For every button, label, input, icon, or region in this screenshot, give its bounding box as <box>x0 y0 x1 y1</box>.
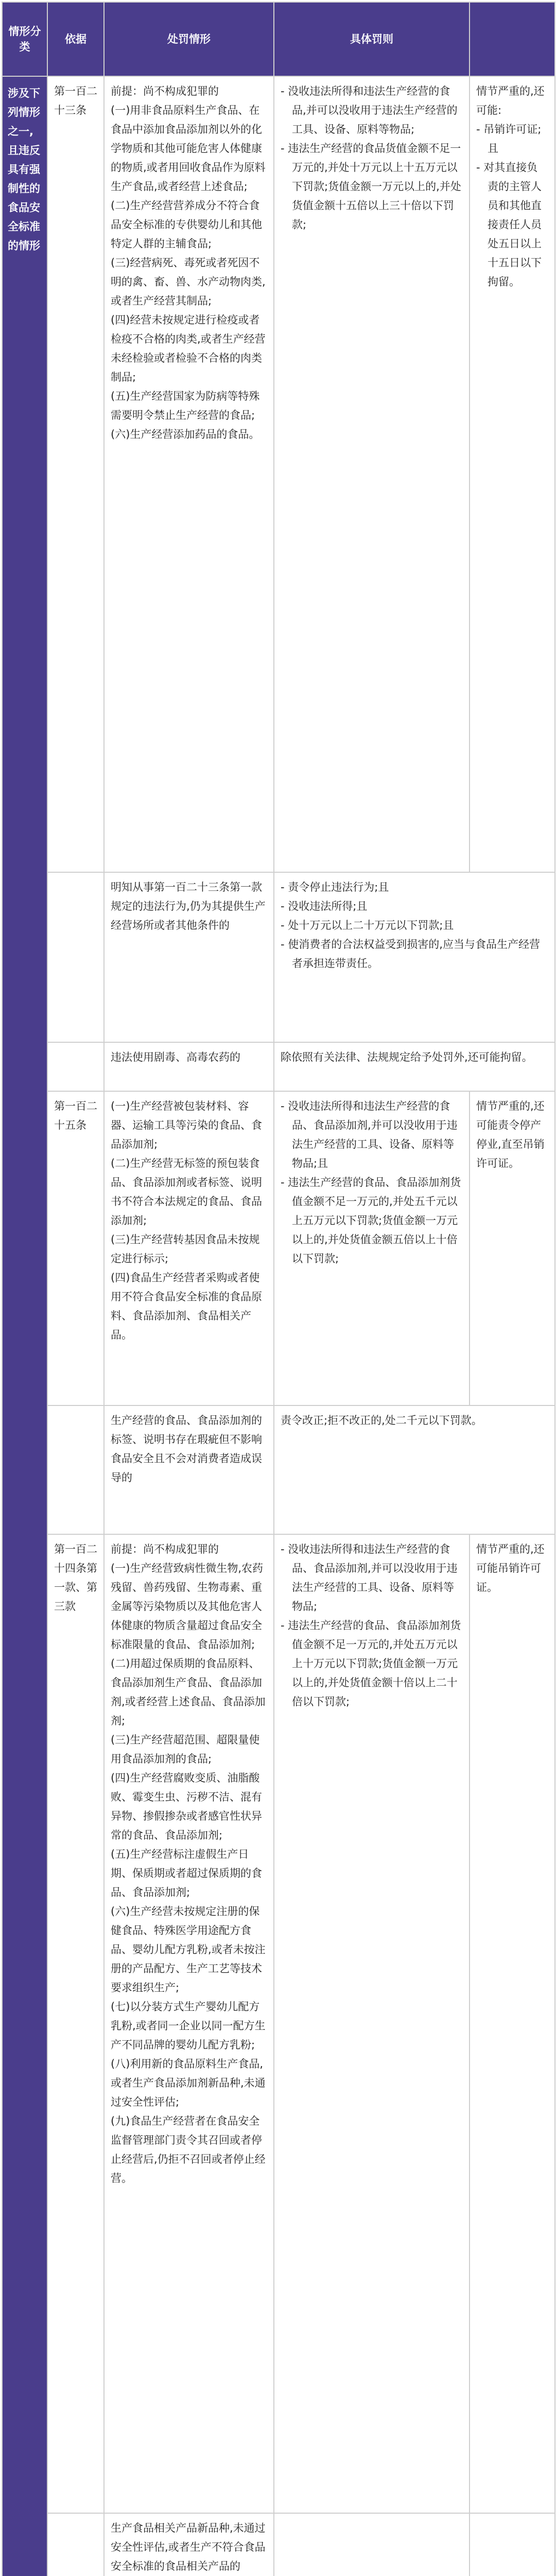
penalty-item: 使消费者的合法权益受到损害的,应当与食品生产经营者承担连带责任。 <box>288 938 540 970</box>
table-row <box>2 1091 555 1405</box>
situation-item: (六)生产经营添加药品的食品。 <box>111 428 260 440</box>
situation-item: (四)生产经营腐败变质、油脂酸败、霉变生虫、污秽不洁、混有异物、掺假掺杂或者感官性状异常的食品、食品添加剂; <box>111 1772 262 1841</box>
bullet-dash: - <box>281 881 288 893</box>
bullet-dash: - <box>281 1543 288 1555</box>
bullet-dash: - <box>281 1100 288 1112</box>
page <box>0 2 556 2576</box>
situation-item: (三)生产经营转基因食品未按规定进行标示; <box>111 1233 260 1265</box>
header-extra <box>470 2 555 76</box>
table-row <box>2 1042 555 1091</box>
situation-item: 前提：尚不构成犯罪的 <box>111 85 219 97</box>
bullet-dash: - <box>476 123 484 135</box>
situation-item: (三)生产经营超范围、超限量使用食品添加剂的食品; <box>111 1734 260 1765</box>
extra-cell: 情节严重的,还可能吊销许可证。 <box>470 1534 555 2513</box>
penalty-cell <box>274 1091 470 1405</box>
basis-cell: 第一百二十五条 <box>47 1091 104 1405</box>
penalty-item: 违法生产经营的食品、食品添加剂货值金额不足一万元的,并处五千元以上五万元以下罚款;货值金额一万元以上的,并处货值金额五倍以上十倍以下罚款; <box>288 1176 461 1265</box>
penalty-cell <box>274 2513 470 2576</box>
header-category: 情形分类 <box>2 2 47 76</box>
situation-item: (二)用超过保质期的食品原料、食品添加剂生产食品、食品添加剂,或者经营上述食品、食品添加剂; <box>111 1657 266 1727</box>
situation-item: (七)以分装方式生产婴幼儿配方乳粉,或者同一企业以同一配方生产不同品牌的婴幼儿配方乳粉; <box>111 2001 266 2051</box>
penalty-item: 处十万元以上二十万元以下罚款;且 <box>288 919 454 931</box>
basis-cell <box>47 1405 104 1534</box>
basis-cell: 第一百二十四条第一款、第三款 <box>47 1534 104 2513</box>
table-row <box>2 1534 555 2513</box>
table-row <box>2 76 555 872</box>
situation-item: (四)食品生产经营者采购或者使用不符合食品安全标准的食品原料、食品添加剂、食品相关产品。 <box>111 1272 262 1341</box>
bullet-dash: - <box>281 900 288 912</box>
situation-item: (一)生产经营被包装材料、容器、运输工具等污染的食品、食品添加剂; <box>111 1100 262 1150</box>
penalty-item: 违法生产经营的食品、食品添加剂货值金额不足一万元的,并处五万元以上十万元以下罚款;货值金额一万元以上的,并处货值金额十倍以上二十倍以下罚款; <box>288 1619 461 1708</box>
penalty-item: 没收违法所得;且 <box>288 900 368 912</box>
bullet-dash: - <box>281 142 288 155</box>
situation-item: (四)经营未按规定进行检疫或者检疫不合格的肉类,或者生产经营未经检验或者检验不合格的肉类制品; <box>111 314 266 383</box>
bullet-dash: - <box>281 938 288 951</box>
situation-item: (八)利用新的食品原料生产食品,或者生产食品添加剂新品种,未通过安全性评估; <box>111 2058 266 2108</box>
situation-cell <box>104 76 274 872</box>
header-situation: 处罚情形 <box>104 2 274 76</box>
extra-item: 情节严重的,还可能: <box>476 85 545 116</box>
basis-cell: 第一百二十三条 <box>47 76 104 872</box>
penalty-cell <box>274 76 470 872</box>
penalty-cell: 责令改正;拒不改正的,处二千元以下罚款。 <box>274 1405 555 1534</box>
table-row <box>2 872 555 1042</box>
bullet-dash: - <box>281 85 288 97</box>
penalty-item: 没收违法所得和违法生产经营的食品、食品添加剂,并可以没收用于违法生产经营的工具、设备、原料等物品; <box>288 1543 458 1613</box>
basis-cell <box>47 2513 104 2576</box>
penalty-item: 违法生产经营的食品货值金额不足一万元的,并处十万元以上十五万元以下罚款;货值金额一万元以上的,并处货值金额十五倍以上三十倍以下罚款; <box>288 142 461 231</box>
header-row <box>2 2 555 76</box>
situation-item: (六)生产经营未按规定注册的保健食品、特殊医学用途配方食品、婴幼儿配方乳粉,或者未按注册的产品配方、生产工艺等技术要求组织生产; <box>111 1905 266 1994</box>
situation-cell: 生产经营的食品、食品添加剂的标签、说明书存在瑕疵但不影响食品安全且不会对消费者造成误导的 <box>104 1405 274 1534</box>
table-row <box>2 2513 555 2576</box>
penalty-table <box>2 2 555 2576</box>
situation-item: (一)用非食品原料生产食品、在食品中添加食品添加剂以外的化学物质和其他可能危害人体健康的物质,或者用回收食品作为原料生产食品,或者经营上述食品; <box>111 104 266 193</box>
penalty-cell <box>274 1534 470 2513</box>
situation-cell: 明知从事第一百二十三条第一款规定的违法行为,仍为其提供生产经营场所或者其他条件的 <box>104 872 274 1042</box>
situation-item: (五)生产经营国家为防病等特殊需要明令禁止生产经营的食品; <box>111 390 260 421</box>
basis-cell <box>47 1042 104 1091</box>
penalty-cell: 除依照有关法律、法规规定给予处罚外,还可能拘留。 <box>274 1042 555 1091</box>
category-cell-1: 涉及下列情形之一,且违反具有强制性的食品安全标准的情形 <box>2 76 47 2576</box>
situation-item: (九)食品生产经营者在食品安全监督管理部门责令其召回或者停止经营后,仍拒不召回或者停止经营。 <box>111 2115 266 2184</box>
extra-cell <box>470 76 555 872</box>
basis-cell <box>47 872 104 1042</box>
situation-item: 前提：尚不构成犯罪的 <box>111 1543 219 1555</box>
extra-cell: 情节严重的,还可能责令停产停业,直至吊销许可证。 <box>470 1091 555 1405</box>
situation-item: (三)经营病死、毒死或者死因不明的禽、畜、兽、水产动物肉类,或者生产经营其制品; <box>111 257 266 307</box>
bullet-dash: - <box>281 1176 288 1189</box>
header-penalty: 具体罚则 <box>274 2 470 76</box>
extra-item: 吊销许可证;且 <box>483 123 542 155</box>
bullet-dash: - <box>476 161 484 174</box>
bullet-dash: - <box>281 1619 288 1632</box>
situation-cell <box>104 1091 274 1405</box>
situation-item: (五)生产经营标注虚假生产日期、保质期或者超过保质期的食品、食品添加剂; <box>111 1848 262 1899</box>
penalty-item: 没收违法所得和违法生产经营的食品,并可以没收用于违法生产经营的工具、设备、原料等物品; <box>288 85 458 135</box>
penalty-item: 责令停止违法行为;且 <box>288 881 389 893</box>
situation-item: (一)生产经营致病性微生物,农药残留、兽药残留、生物毒素、重金属等污染物质以及其他危害人体健康的物质含量超过食品安全标准限量的食品、食品添加剂; <box>111 1562 264 1651</box>
header-basis: 依据 <box>47 2 104 76</box>
extra-item: 对其直接负责的主管人员和其他直接责任人员处五日以上十五日以下拘留。 <box>483 161 542 288</box>
bullet-dash: - <box>281 919 288 931</box>
situation-cell: 生产食品相关产品新品种,未通过安全性评估,或者生产不符合食品安全标准的食品相关产品的 <box>104 2513 274 2576</box>
penalty-item: 没收违法所得和违法生产经营的食品、食品添加剂,并可以没收用于违法生产经营的工具、设备、原料等物品;且 <box>288 1100 458 1170</box>
situation-cell <box>104 1534 274 2513</box>
situation-item: (二)生产经营营养成分不符合食品安全标准的专供婴幼儿和其他特定人群的主辅食品; <box>111 199 262 250</box>
penalty-cell <box>274 872 555 1042</box>
situation-cell: 违法使用剧毒、高毒农药的 <box>104 1042 274 1091</box>
extra-cell <box>470 2513 555 2576</box>
situation-item: (二)生产经营无标签的预包装食品、食品添加剂或者标签、说明书不符合本法规定的食品、食品添加剂; <box>111 1157 262 1227</box>
table-row <box>2 1405 555 1534</box>
